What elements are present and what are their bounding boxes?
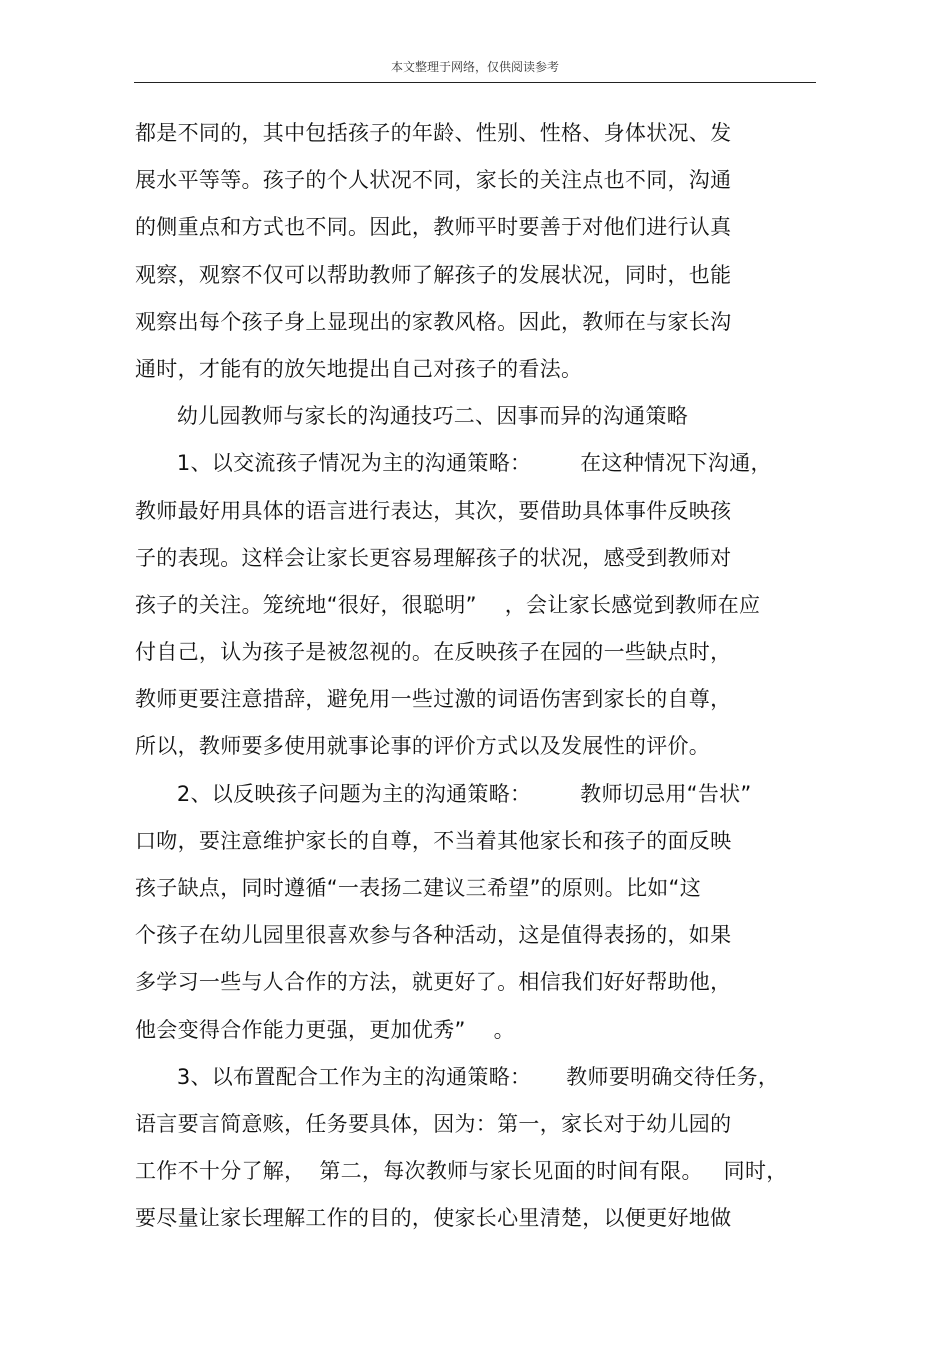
- header-text: 本文整理于网络，仅供阅读参考: [390, 60, 559, 74]
- text-line: 3、以布置配合工作为主的沟通策略： 教师要明确交待任务，: [135, 1064, 780, 1089]
- text-line: 孩子缺点，同时遵循“一表扬二建议三希望”的原则。比如“这: [135, 876, 702, 900]
- text-line: 工作不十分了解， 第二，每次教师与家长见面的时间有限。 同时，: [135, 1159, 788, 1184]
- text-line: 个孩子在幼儿园里很喜欢参与各种活动，这是值得表扬的，如果: [135, 923, 732, 948]
- text-line: 付自己，认为孩子是被忽视的。在反映孩子在园的一些缺点时，: [135, 640, 732, 665]
- text-line: 观察出每个孩子身上显现出的家教风格。因此，教师在与家长沟: [135, 309, 732, 334]
- text-line: 口吻，要注意维护家长的自尊，不当着其他家长和孩子的面反映: [135, 828, 732, 853]
- text-line: 要尽量让家长理解工作的目的，使家长心里清楚，以便更好地做: [135, 1206, 732, 1231]
- text-line: 都是不同的，其中包括孩子的年龄、性别、性格、身体状况、发: [135, 121, 732, 145]
- text-line: 展水平等等。孩子的个人状况不同，家长的关注点也不同，沟通: [135, 168, 732, 193]
- text-line: 教师更要注意措辞，避免用一些过激的词语伤害到家长的自尊，: [135, 687, 732, 712]
- text-line: 孩子的关注。笼统地“很好，很聪明” ，会让家长感觉到教师在应: [135, 592, 761, 617]
- text-line: 他会变得合作能力更强，更加优秀” 。: [135, 1017, 515, 1042]
- text-line: 的侧重点和方式也不同。因此，教师平时要善于对他们进行认真: [135, 215, 732, 240]
- text-line: 语言要言简意赅，任务要具体，因为：第一，家长对于幼儿园的: [135, 1111, 732, 1136]
- text-line: 1、以交流孩子情况为主的沟通策略： 在这种情况下沟通，: [135, 451, 772, 476]
- page-header: [134, 58, 816, 83]
- section-heading: 幼儿园教师与家长的沟通技巧二、因事而异的沟通策略: [135, 404, 689, 429]
- text-line: 观察，观察不仅可以帮助教师了解孩子的发展状况，同时，也能: [135, 262, 732, 287]
- text-line: 教师最好用具体的语言进行表达，其次，要借助具体事件反映孩: [135, 498, 732, 523]
- text-line: 所以，教师要多使用就事论事的评价方式以及发展性的评价。: [135, 734, 711, 759]
- text-line: 通时，才能有的放矢地提出自己对孩子的看法。: [135, 356, 583, 381]
- text-line: 多学习一些与人合作的方法，就更好了。相信我们好好帮助他，: [135, 970, 732, 995]
- text-line: 子的表现。这样会让家长更容易理解孩子的状况，感受到教师对: [135, 545, 732, 570]
- text-line: 2、以反映孩子问题为主的沟通策略： 教师切忌用“告状”: [135, 781, 752, 806]
- document-body: [135, 118, 805, 1251]
